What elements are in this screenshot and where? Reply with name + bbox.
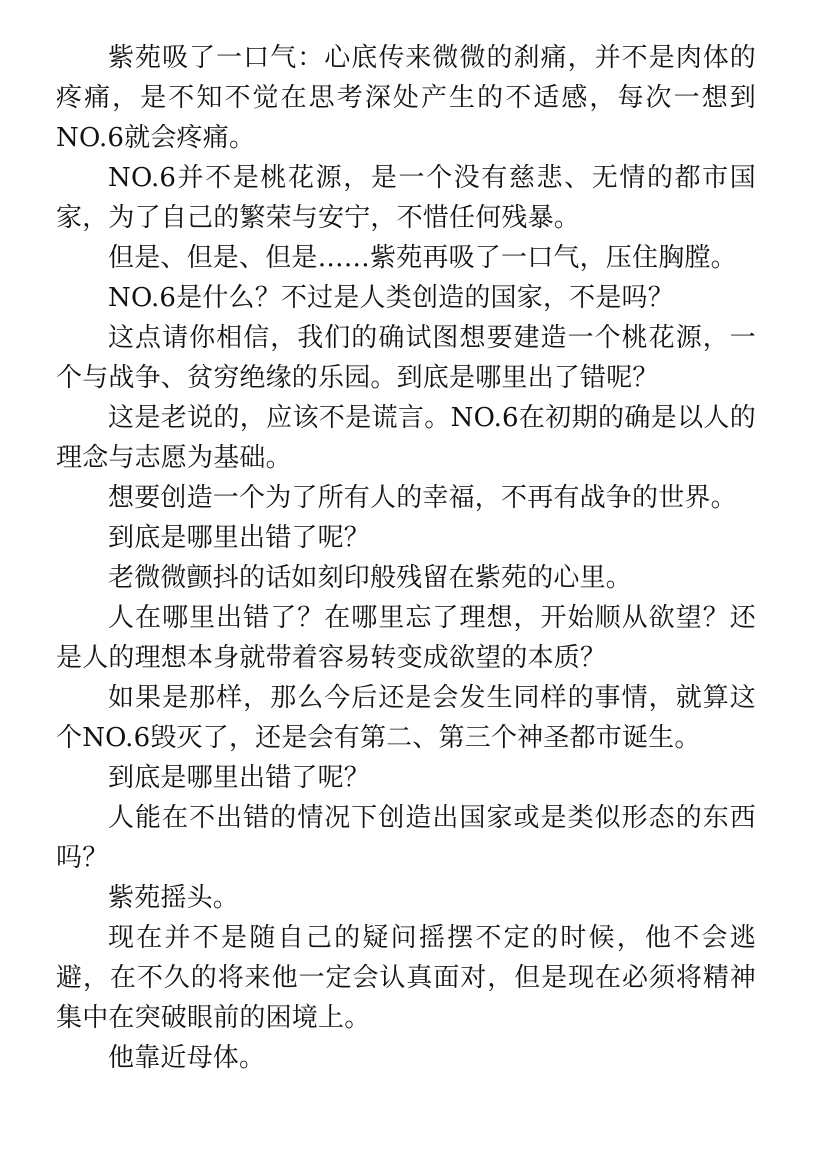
paragraph-3: 但是、但是、但是……紫苑再吸了一口气，压住胸膛。 xyxy=(108,243,737,273)
paragraph-13: 人能在不出错的情况下创造出国家或是类似形态的东西吗？ xyxy=(56,803,756,873)
paragraph-9: 老微微颤抖的话如刻印般残留在紫苑的心里。 xyxy=(108,563,633,593)
paragraph-10: 人在哪里出错了？在哪里忘了理想，开始顺从欲望？还是人的理想本身就带着容易转变成欲望的本质？ xyxy=(56,603,756,673)
paragraph-12: 到底是哪里出错了呢？ xyxy=(108,763,371,793)
paragraph-15: 现在并不是随自己的疑问摇摆不定的时候，他不会逃避，在不久的将来他一定会认真面对，但是现在必须将精神集中在突破眼前的困境上。 xyxy=(56,923,756,1033)
paragraph-6: 这是老说的，应该不是谎言。NO.6在初期的确是以人的理念与志愿为基础。 xyxy=(56,403,756,473)
paragraph-8: 到底是哪里出错了呢？ xyxy=(108,523,371,553)
paragraph-1: 紫苑吸了一口气：心底传来微微的刹痛，并不是肉体的疼痛，是不知不觉在思考深处产生的不适感，每次一想到NO.6就会疼痛。 xyxy=(56,43,756,153)
paragraph-5: 这点请你相信，我们的确试图想要建造一个桃花源，一个与战争、贫穷绝缘的乐园。到底是哪里出了错呢？ xyxy=(56,323,756,393)
paragraph-4: NO.6是什么？不过是人类创造的国家，不是吗？ xyxy=(108,283,674,313)
paragraph-7: 想要创造一个为了所有人的幸福，不再有战争的世界。 xyxy=(108,483,737,513)
paragraph-16: 他靠近母体。 xyxy=(108,1043,266,1073)
paragraph-14: 紫苑摇头。 xyxy=(108,883,240,913)
document-page xyxy=(56,38,756,1078)
paragraph-11: 如果是那样，那么今后还是会发生同样的事情，就算这个NO.6毁灭了，还是会有第二、第三个神圣都市诞生。 xyxy=(56,683,756,753)
paragraph-2: NO.6并不是桃花源，是一个没有慈悲、无情的都市国家，为了自己的繁荣与安宁，不惜任何残暴。 xyxy=(56,163,756,233)
